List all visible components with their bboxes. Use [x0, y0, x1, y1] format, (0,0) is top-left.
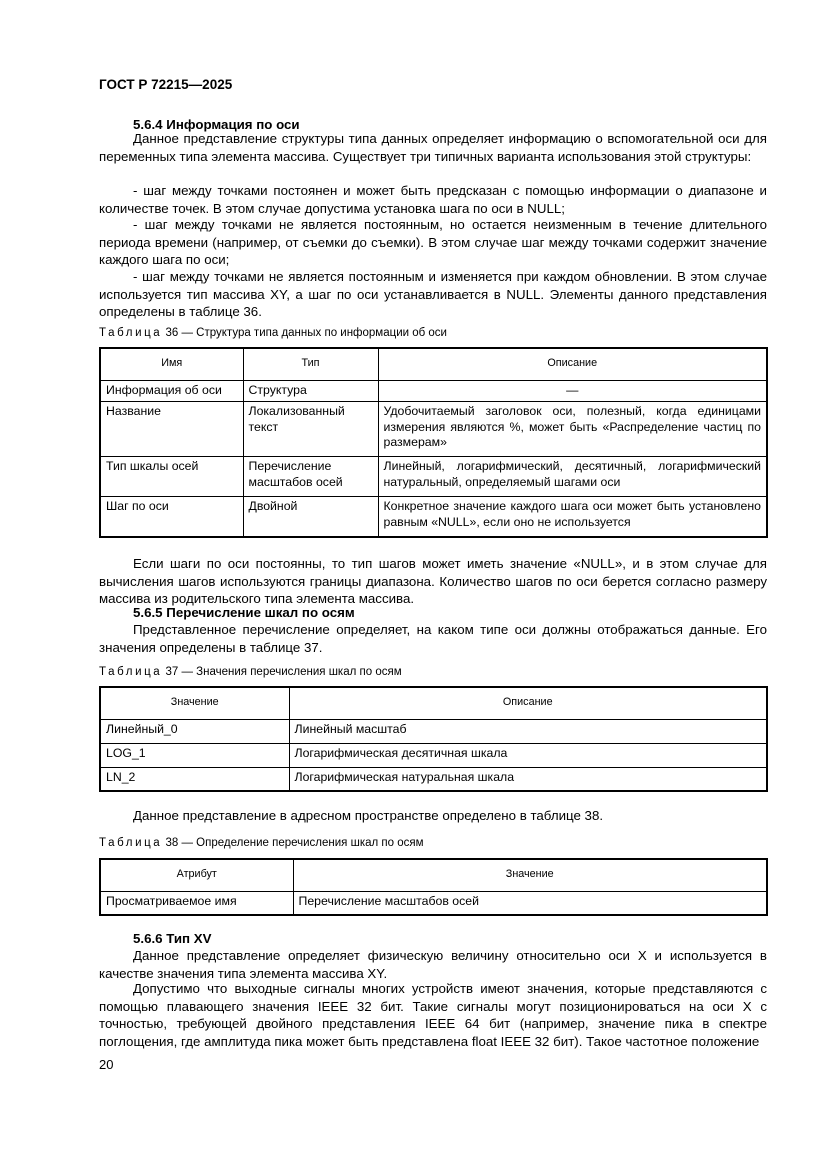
table-cell: Шаг по оси — [100, 497, 243, 537]
table-cell: Линейный, логарифмический, десятичный, логарифмический натуральный, определяемый шагами оси — [378, 457, 767, 497]
table-cell: LN_2 — [100, 767, 289, 791]
column-header: Значение — [293, 859, 767, 891]
table-cell: Перечисление масштабов осей — [243, 457, 378, 497]
table-cell: Линейный_0 — [100, 719, 289, 743]
table-cell: Структура — [243, 380, 378, 402]
bullet-item: - шаг между точками не является постоянным и изменяется при каждом обновлении. В этом случае используется тип массива XY, а шаг по оси устанавливается в NULL. Элементы данного представления определены в таблице 36. — [99, 269, 767, 319]
paragraph: Данное представление структуры типа данных определяет информацию о вспомогательной оси для переменных типа элемента массива. Существует три типичных варианта использования этой структуры: — [99, 131, 767, 164]
bullet-item: - шаг между точками не является постоянным, но остается неизменным в течение длительного периода времени (например, от съемки до съемки). В этом случае шаг между точками содержит значение каждого шага по оси; — [99, 217, 767, 267]
table-row — [100, 767, 767, 791]
column-header: Атрибут — [100, 859, 293, 891]
paragraph: Если шаги по оси постоянны, то тип шагов может иметь значение «NULL», и в этом случае для вычисления шагов используются границы диапазона. Количество шагов по оси берется согласно размеру массива из родительского типа элемента массива. — [99, 556, 767, 606]
table-cell: Конкретное значение каждого шага оси может быть установлено равным «NULL», если оно не используется — [378, 497, 767, 537]
bullet-item: - шаг между точками постоянен и может быть предсказан с помощью информации о диапазоне и количестве точек. В этом случае допустима установка шага по оси в NULL; — [99, 183, 767, 216]
table-row — [100, 743, 767, 767]
table-cell: Локализованный текст — [243, 402, 378, 457]
table-cell: Удобочитаемый заголовок оси, полезный, когда единицами измерения являются %, может быть «Распределение частиц по размерам» — [378, 402, 767, 457]
table-cell: Информация об оси — [100, 380, 243, 402]
page-number: 20 — [99, 1057, 114, 1072]
section-heading-5-6-6: 5.6.6 Тип XV — [133, 931, 212, 946]
table-cell: Двойной — [243, 497, 378, 537]
table-38 — [99, 858, 768, 916]
table-cell: Логарифмическая десятичная шкала — [289, 743, 767, 767]
table-row — [100, 891, 767, 915]
table-cell: Тип шкалы осей — [100, 457, 243, 497]
column-header: Значение — [100, 687, 289, 719]
table-row — [100, 457, 767, 497]
paragraph: Представленное перечисление определяет, на каком типе оси должны отображаться данные. Его значения определены в таблице 37. — [99, 622, 767, 655]
table-caption: Таблица 36 — Структура типа данных по информации об оси — [99, 327, 447, 339]
section-heading-5-6-4: 5.6.4 Информация по оси — [133, 117, 300, 132]
document-header: ГОСТ Р 72215—2025 — [99, 77, 233, 92]
table-row — [100, 719, 767, 743]
column-header: Описание — [378, 348, 767, 380]
table-cell: Перечисление масштабов осей — [293, 891, 767, 915]
table-cell: Название — [100, 402, 243, 457]
paragraph: Данное представление определяет физическую величину относительно оси X и используется в качестве значения типа элемента массива XY. — [99, 948, 767, 981]
table-cell: Логарифмическая натуральная шкала — [289, 767, 767, 791]
section-heading-5-6-5: 5.6.5 Перечисление шкал по осям — [133, 605, 355, 620]
table-row — [100, 380, 767, 402]
column-header: Имя — [100, 348, 243, 380]
table-caption: Таблица 37 — Значения перечисления шкал по осям — [99, 666, 402, 678]
table-cell: LOG_1 — [100, 743, 289, 767]
table-cell: — — [378, 380, 767, 402]
column-header: Тип — [243, 348, 378, 380]
paragraph: Данное представление в адресном пространстве определено в таблице 38. — [133, 808, 604, 823]
table-37 — [99, 686, 768, 792]
table-row — [100, 497, 767, 537]
table-row — [100, 402, 767, 457]
table-cell: Просматриваемое имя — [100, 891, 293, 915]
table-caption: Таблица 38 — Определение перечисления шкал по осям — [99, 837, 424, 849]
table-cell: Линейный масштаб — [289, 719, 767, 743]
paragraph: Допустимо что выходные сигналы многих устройств имеют значения, которые представляются с помощью плавающего значения IEEE 32 бит. Такие сигналы могут позиционироваться на оси X с точностью, требующей двойного представления IEEE 64 бит (например, значение пика в спектре поглощения, где амплитуда пика может быть представлена float IEEE 32 бит). Такое частотное положение — [99, 981, 767, 1049]
table-36 — [99, 347, 768, 538]
column-header: Описание — [289, 687, 767, 719]
